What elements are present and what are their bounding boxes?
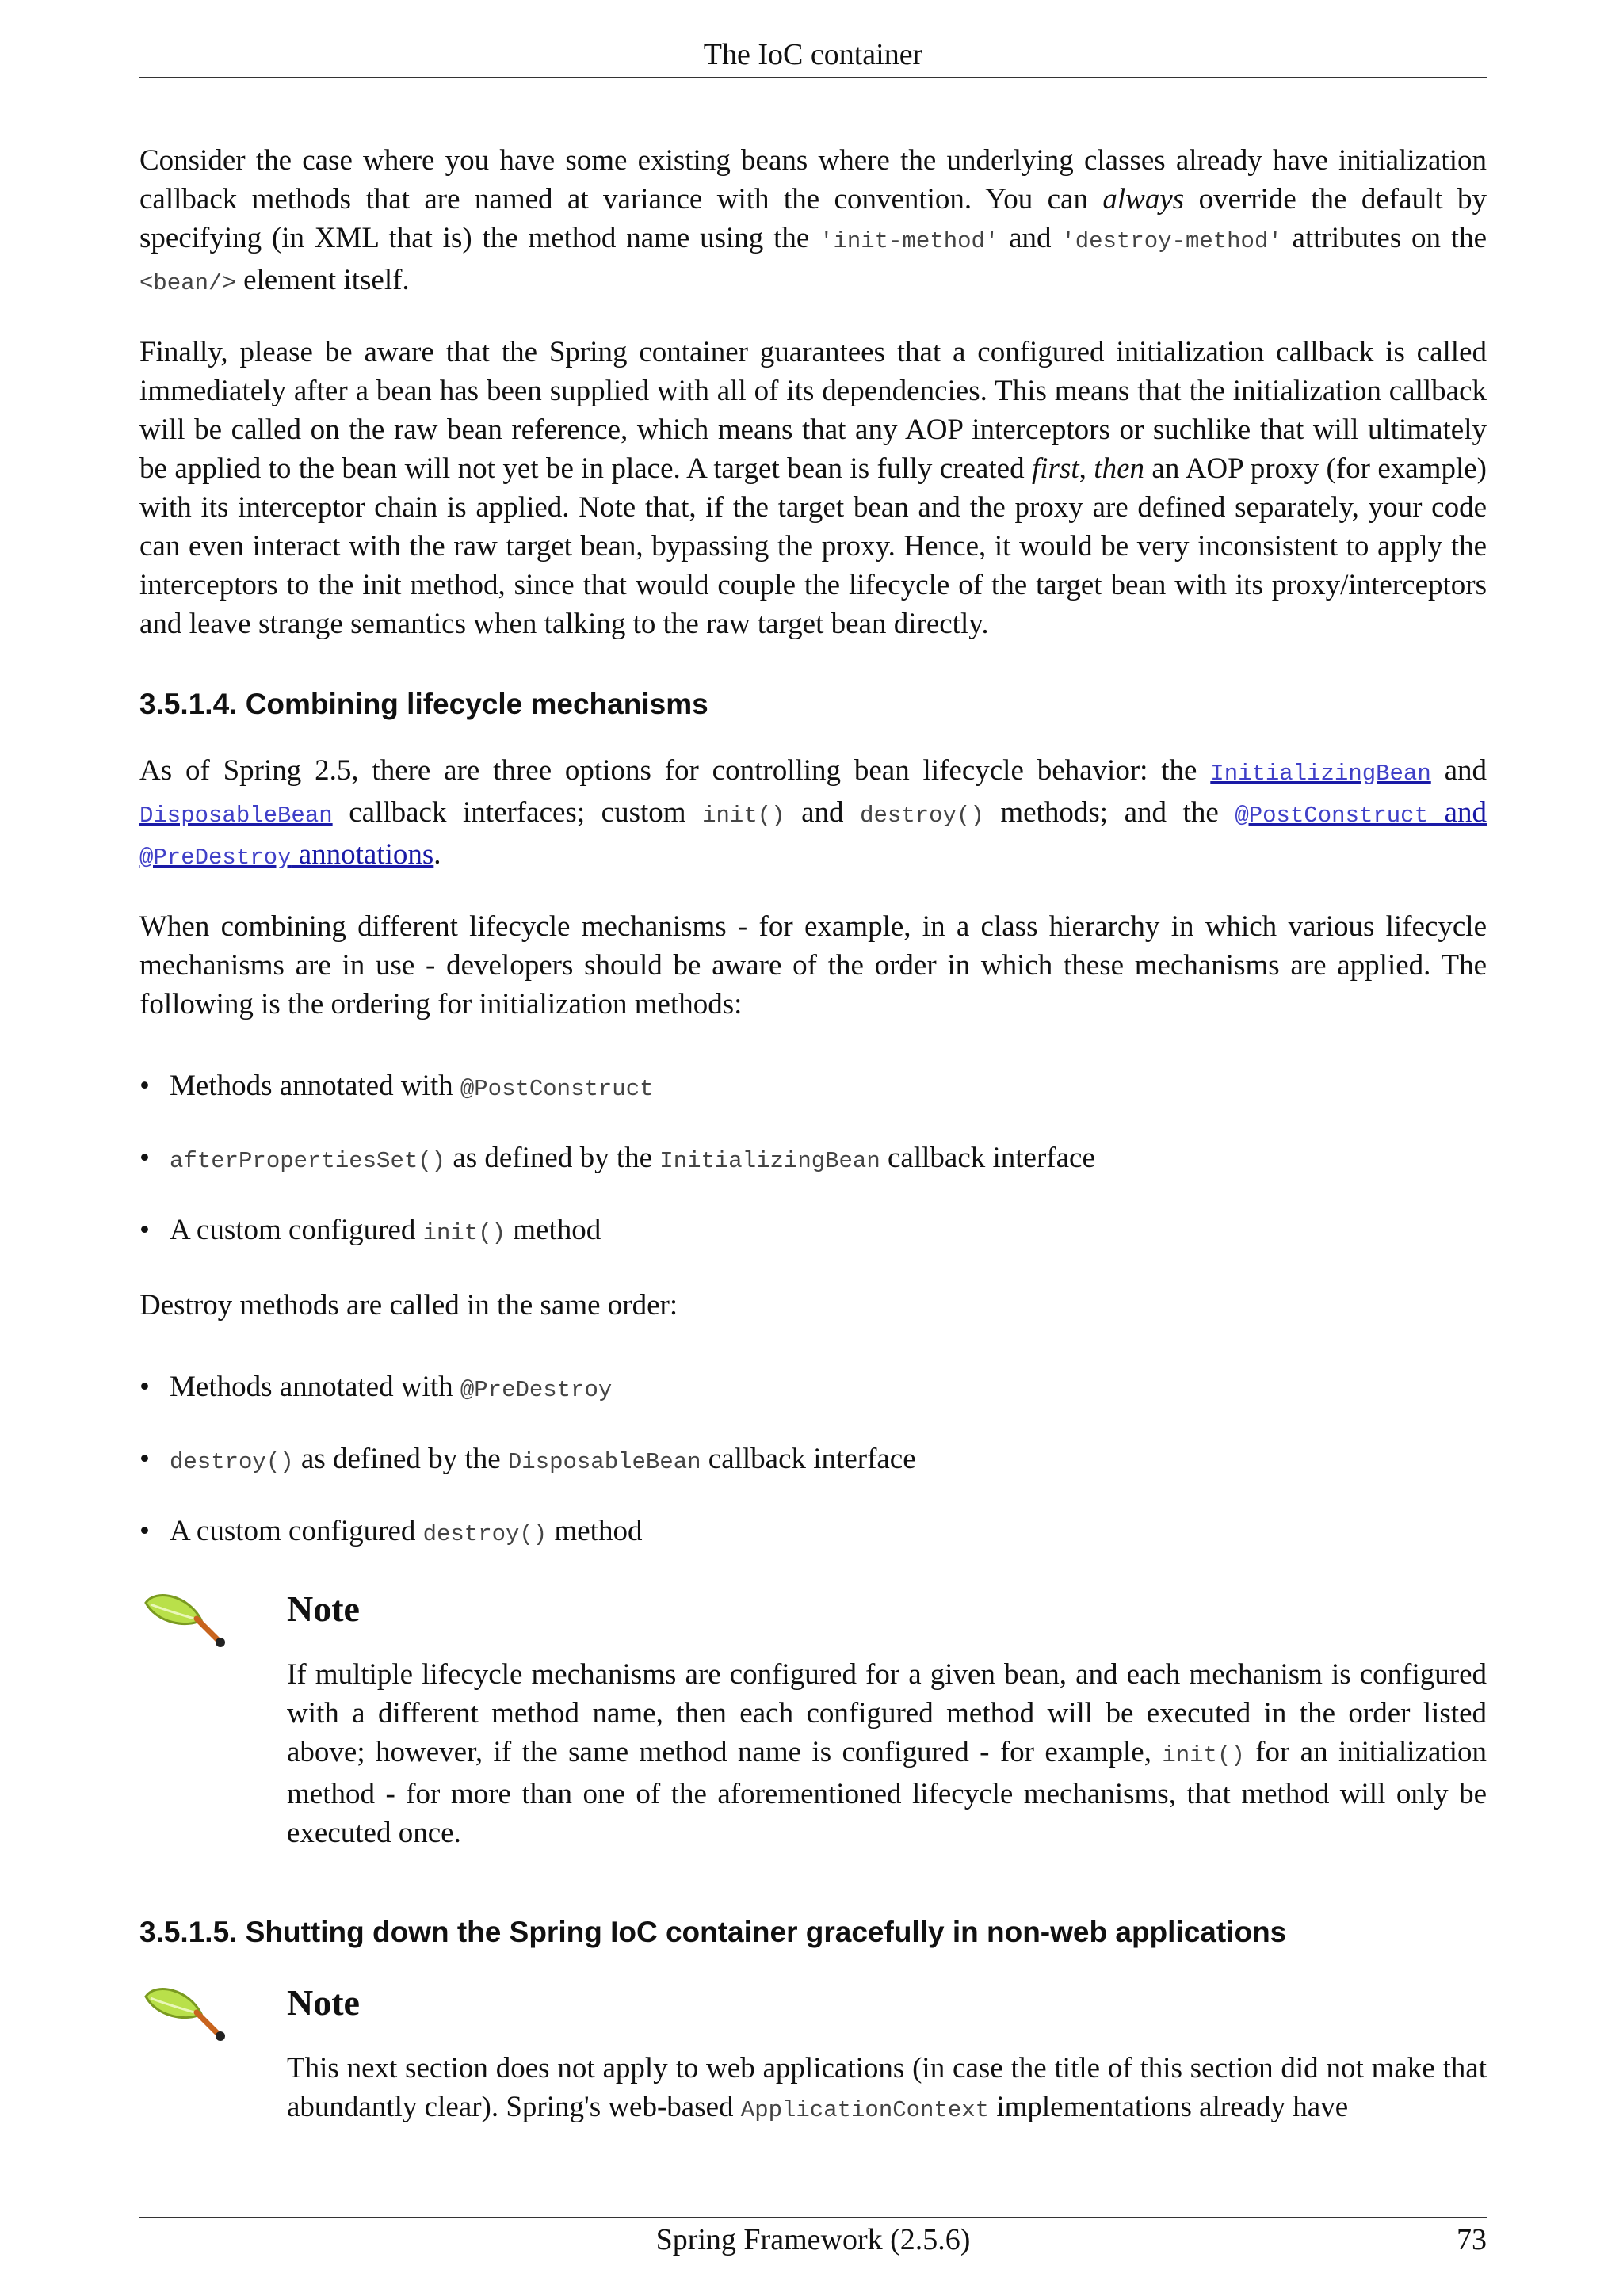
paragraph-init-callback: Finally, please be aware that the Spring container guarantees that a configured initialization callback is called immediately after a bean has been supplied with all of its dependencies. This means that the initialization callback will be called on the raw bean reference, which means that any AOP interceptors or suchlike that will ultimately be applied to the bean will not yet be in place. A target bean is fully created first, then an AOP proxy (for example) with its interceptor chain is applied. Note that, if the target bean and the proxy are defined separately, your code can even interact with the raw target bean, bypassing the proxy. Hence, it would be very inconsistent to apply the interceptors to the init method, since that would couple the lifecycle of the target bean with its proxy/interceptors and leave strange semantics when talking to the raw target bean directly. <box>139 336 1487 640</box>
page-body <box>139 141 1487 2130</box>
note-text: This next section does not apply to web applications (in case the title of this section did not make that abundantly clear). Spring's web-based ApplicationContext implementations already have <box>287 2052 1487 2123</box>
disposablebean-link[interactable]: DisposableBean <box>139 803 333 829</box>
list-item: • Methods annotated with @PreDestroy <box>139 1367 1487 1409</box>
footer-rule <box>139 2217 1487 2218</box>
leaf-note-icon <box>139 1982 227 2054</box>
list-item: • A custom configured init() method <box>139 1211 1487 1253</box>
note-title: Note <box>287 1589 360 1629</box>
note-web-applications <box>139 1979 1487 2130</box>
running-header: The IoC container <box>703 38 923 71</box>
destroy-order-list <box>139 1367 1487 1554</box>
annotations-link[interactable]: @PostConstruct and @PreDestroy annotations <box>139 796 1487 871</box>
paragraph-ordering: When combining different lifecycle mechanisms - for example, in a class hierarchy in which various lifecycle mechanisms are in use - developers should be aware of the order in which these mechanisms are applied. The following is the ordering for initialization methods: <box>139 910 1487 1020</box>
init-method-code: 'init-method' <box>819 228 999 254</box>
init-code: init() <box>702 803 785 829</box>
header-rule <box>139 77 1487 78</box>
list-item: • A custom configured destroy() method <box>139 1512 1487 1554</box>
bean-element-code: <bean/> <box>139 270 236 296</box>
paragraph-lifecycle-options: As of Spring 2.5, there are three options for controlling bean lifecycle behavior: the InitializingBean and DisposableBean callback interfaces; custom init() and destroy() methods; and the @PostConstruct and @PreDestroy annotations. <box>139 754 1487 871</box>
leaf-note-icon <box>139 1589 227 1660</box>
section-heading-combining: 3.5.1.4. Combining lifecycle mechanisms <box>139 688 708 720</box>
destroy-code: destroy() <box>860 803 984 829</box>
footer-title: Spring Framework (2.5.6) <box>655 2223 971 2256</box>
initializingbean-link[interactable]: InitializingBean <box>1210 761 1431 787</box>
list-item: • Methods annotated with @PostConstruct <box>139 1066 1487 1108</box>
document-page <box>139 0 1487 2296</box>
note-title: Note <box>287 1982 360 2023</box>
paragraph-override-default: Consider the case where you have some existing beans where the underlying classes already have initialization callback methods that are named at variance with the convention. You can always override the default by specifying (in XML that is) the method name using the 'init-method' and 'destroy-method' attributes on the <bean/> element itself. <box>139 144 1487 296</box>
list-item: • destroy() as defined by the DisposableBean callback interface <box>139 1440 1487 1482</box>
list-item: • afterPropertiesSet() as defined by the InitializingBean callback interface <box>139 1138 1487 1180</box>
init-order-list <box>139 1066 1487 1253</box>
section-heading-shutdown: 3.5.1.5. Shutting down the Spring IoC container gracefully in non-web applications <box>139 1916 1287 1948</box>
paragraph-destroy-order: Destroy methods are called in the same order: <box>139 1289 678 1322</box>
note-text: If multiple lifecycle mechanisms are configured for a given bean, and each mechanism is configured with a different method name, then each configured method will be executed in the order listed above; however, if the same method name is configured - for example, init() for an initialization method - for more than one of the aforementioned lifecycle mechanisms, that method will only be executed once. <box>287 1658 1487 1849</box>
note-multiple-mechanisms <box>139 1585 1487 1852</box>
page-number: 73 <box>1457 2223 1487 2256</box>
destroy-method-code: 'destroy-method' <box>1061 228 1282 254</box>
running-footer <box>139 2220 1487 2260</box>
